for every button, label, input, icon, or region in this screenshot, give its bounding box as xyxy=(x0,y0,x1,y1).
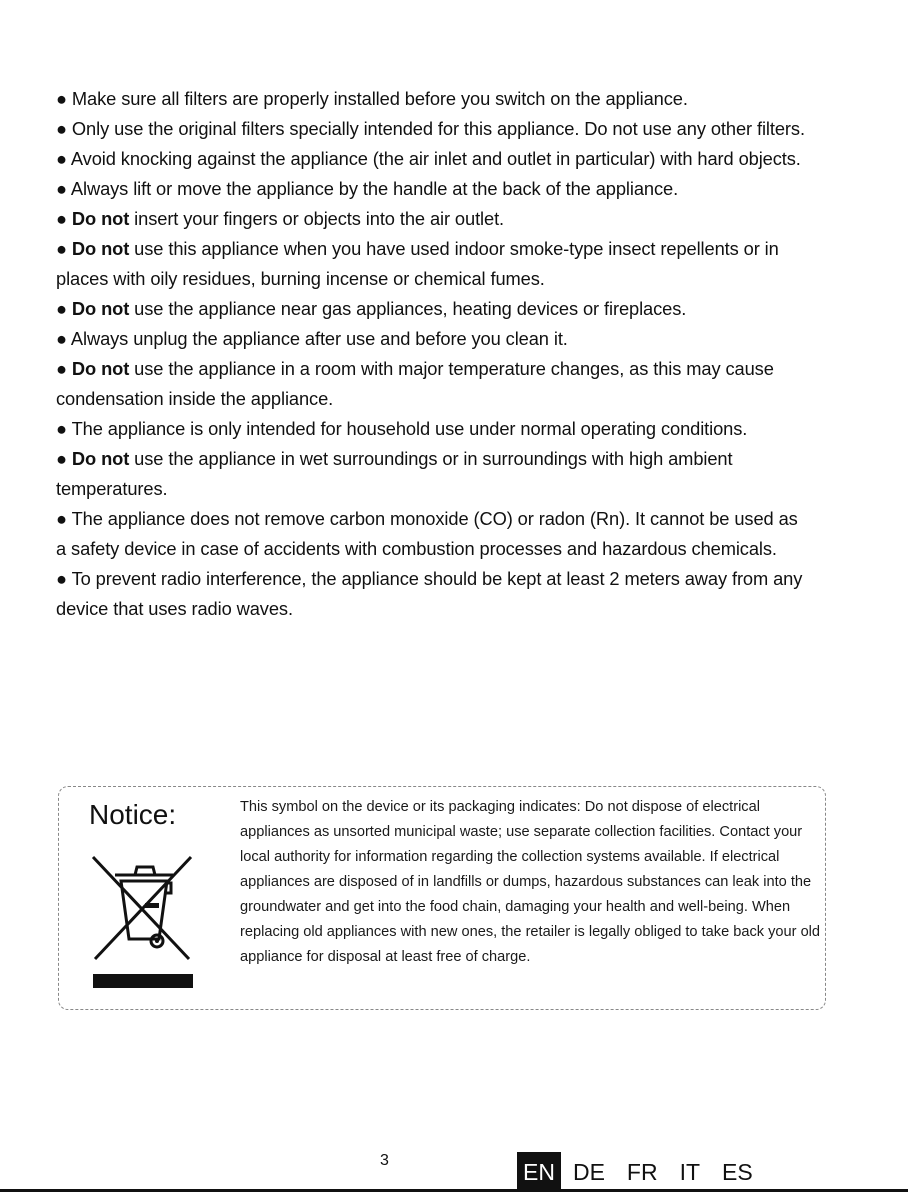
list-item: ● Do not use the appliance near gas appliances, heating devices or fireplaces. xyxy=(56,298,687,319)
list-item: ● Only use the original filters specially intended for this appliance. Do not use any other filters. xyxy=(56,118,805,139)
safety-instructions-list xyxy=(56,84,806,624)
list-item: ● The appliance does not remove carbon monoxide (CO) or radon (Rn). It cannot be used as a safety device in case of accidents with combustion processes and hazardous chemicals. xyxy=(56,508,798,559)
list-item: ● Do not use the appliance in a room with major temperature changes, as this may cause condensation inside the appliance. xyxy=(56,358,774,409)
list-item: ● Do not use this appliance when you have used indoor smoke-type insect repellents or in places with oily residues, burning incense or chemical fumes. xyxy=(56,238,779,289)
bin-underline-bar xyxy=(93,974,193,988)
list-item: ● Make sure all filters are properly installed before you switch on the appliance. xyxy=(56,88,688,109)
list-item: ● Do not use the appliance in wet surroundings or in surroundings with high ambient temperatures. xyxy=(56,448,733,499)
language-tab-it[interactable]: IT xyxy=(679,1159,701,1185)
list-item: ● The appliance is only intended for household use under normal operating conditions. xyxy=(56,418,748,439)
list-item: ● Avoid knocking against the appliance (the air inlet and outlet in particular) with hard objects. xyxy=(56,148,801,169)
list-item: ● To prevent radio interference, the appliance should be kept at least 2 meters away from any device that uses radio waves. xyxy=(56,568,803,619)
list-item: ● Always unplug the appliance after use and before you clean it. xyxy=(56,328,568,349)
language-tab-de[interactable]: DE xyxy=(572,1159,605,1185)
notice-text: This symbol on the device or its packaging indicates: Do not dispose of electrical appliances as unsorted municipal waste; use separate collection facilities. Contact your local authority for information regarding the collection systems available. If electrical appliances are disposed of in landfills or dumps, hazardous substances can leak into the groundwater and get into the food chain, damaging your health and well-being. When replacing old appliances with new ones, the retailer is legally obliged to take back your old appliance for disposal at least free of charge. xyxy=(240,799,821,965)
notice-box xyxy=(58,786,826,1010)
crossed-out-wheelie-bin-icon xyxy=(89,853,195,965)
list-item: ● Do not insert your fingers or objects into the air outlet. xyxy=(56,208,505,229)
language-tab-es[interactable]: ES xyxy=(722,1159,753,1185)
page-number: 3 xyxy=(380,1152,389,1169)
language-selector xyxy=(517,1150,765,1192)
list-item: ● Always lift or move the appliance by the handle at the back of the appliance. xyxy=(56,178,679,199)
notice-title: Notice: xyxy=(89,799,177,830)
language-tab-en[interactable]: EN xyxy=(517,1152,561,1192)
language-tab-fr[interactable]: FR xyxy=(626,1159,658,1185)
